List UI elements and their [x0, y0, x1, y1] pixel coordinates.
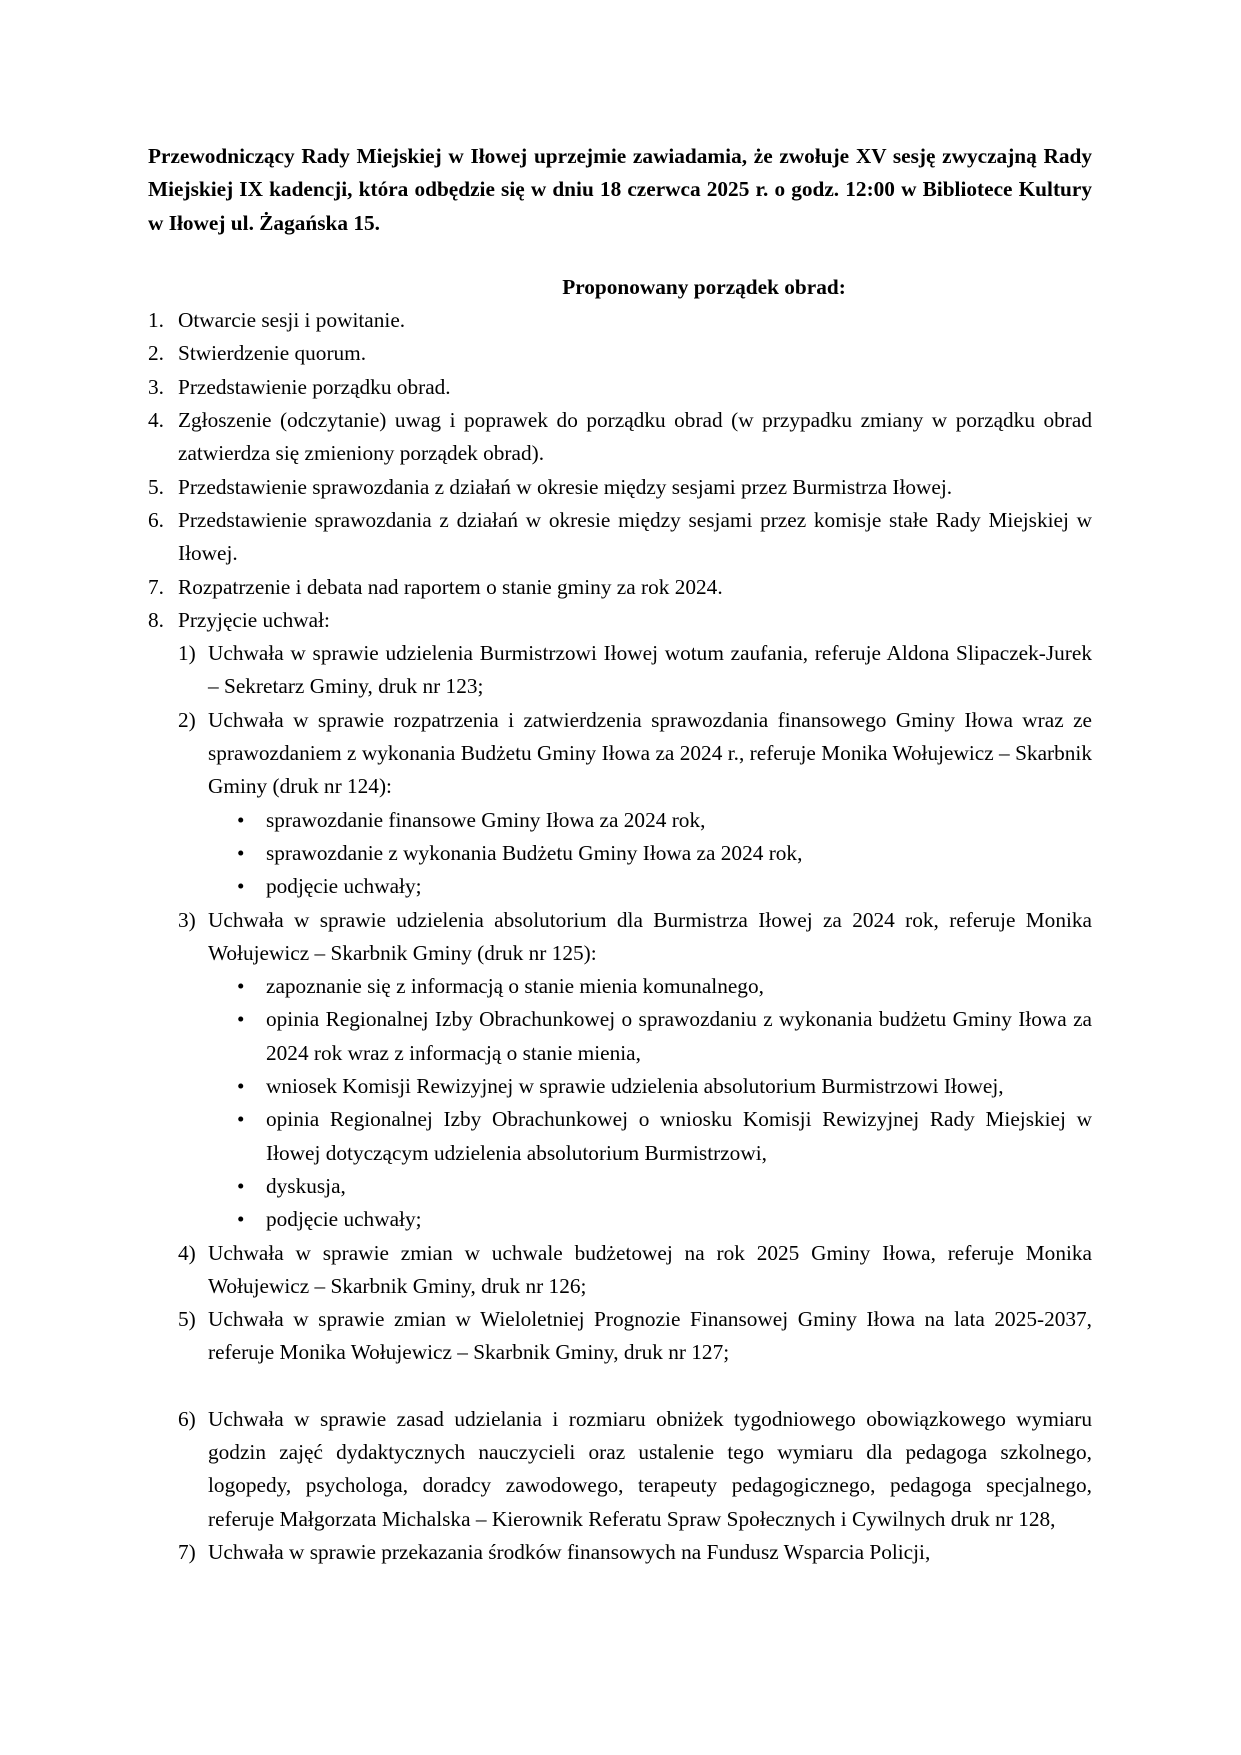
- resolution-item: [148, 704, 1092, 804]
- bullet-item: [148, 870, 1092, 903]
- resolution-text: Uchwała w sprawie zasad udzielania i rozmiaru obniżek tygodniowego obowiązkowego wymiaru godzin zajęć dydaktycznych nauczycieli oraz ustalenie tego wymiaru dla pedagoga szkolnego, logopedy, psychologa, doradcy zawodowego, terapeuty pedagogicznego, pedagoga specjalnego, referuje Małgorzata Michalska – Kierownik Referatu Spraw Społecznych i Cywilnych druk nr 128,: [208, 1406, 1092, 1531]
- item-text: Przedstawienie porządku obrad.: [178, 374, 451, 399]
- resolution-item: [148, 1403, 1092, 1536]
- item-text: Przedstawienie sprawozdania z działań w okresie między sesjami przez Burmistrza Iłowej.: [178, 474, 953, 499]
- bullet-item: [148, 1103, 1092, 1170]
- bullet-icon: •: [237, 974, 245, 999]
- item-number: 2.: [148, 341, 164, 366]
- resolution-bullets: [148, 970, 1092, 1236]
- bullet-icon: •: [237, 840, 245, 865]
- agenda-item: [148, 504, 1092, 571]
- resolution-number: 6): [178, 1406, 196, 1431]
- resolution-number: 4): [178, 1240, 196, 1265]
- item-text: Rozpatrzenie i debata nad raportem o stanie gminy za rok 2024.: [178, 574, 723, 599]
- resolution-number: 2): [178, 707, 196, 732]
- agenda-item: [148, 304, 1092, 337]
- resolution-item: [148, 637, 1092, 704]
- resolution-item: [148, 1303, 1092, 1370]
- bullet-item: [148, 1003, 1092, 1070]
- bullet-icon: •: [237, 1074, 245, 1099]
- bullet-text: wniosek Komisji Rewizyjnej w sprawie udzielenia absolutorium Burmistrzowi Iłowej,: [266, 1074, 1004, 1099]
- resolution-number: 5): [178, 1307, 196, 1332]
- item-text: Otwarcie sesji i powitanie.: [178, 308, 406, 333]
- item-number: 1.: [148, 308, 164, 333]
- bullet-text: opinia Regionalnej Izby Obrachunkowej o sprawozdaniu z wykonania budżetu Gminy Iłowa za 2024 rok wraz z informacją o stanie mienia,: [266, 1007, 1092, 1065]
- resolution-item: [148, 904, 1092, 971]
- resolution-bullets-wrapper: [148, 804, 1092, 904]
- bullet-text: sprawozdanie z wykonania Budżetu Gminy Iłowa za 2024 rok,: [266, 840, 803, 865]
- item-number: 8.: [148, 607, 164, 632]
- agenda-list: [148, 304, 1092, 637]
- bullet-text: opinia Regionalnej Izby Obrachunkowej o wniosku Komisji Rewizyjnej Rady Miejskiej w Iłowej dotyczącym udzielenia absolutorium Burmistrzowi,: [266, 1107, 1092, 1165]
- resolution-text: Uchwała w sprawie udzielenia absolutorium dla Burmistrza Iłowej za 2024 rok, referuje Monika Wołujewicz – Skarbnik Gminy (druk nr 125):: [208, 907, 1092, 965]
- agenda-item: [148, 371, 1092, 404]
- item-number: 7.: [148, 574, 164, 599]
- item-number: 6.: [148, 507, 164, 532]
- agenda-item: [148, 471, 1092, 504]
- session-announcement: Przewodniczący Rady Miejskiej w Iłowej uprzejmie zawiadamia, że zwołuje XV sesję zwyczajną Rady Miejskiej IX kadencji, która odbędzie się w dniu 18 czerwca 2025 r. o godz. 12:00 w Bibliotece Kultury w Iłowej ul. Żagańska 15.: [148, 144, 1092, 235]
- resolution-text: Uchwała w sprawie zmian w Wieloletniej Prognozie Finansowej Gminy Iłowa na lata 2025-2037, referuje Monika Wołujewicz – Skarbnik Gminy, druk nr 127;: [208, 1307, 1092, 1365]
- resolution-number: 7): [178, 1539, 196, 1564]
- resolution-bullets: [148, 804, 1092, 904]
- item-text: Przedstawienie sprawozdania z działań w okresie między sesjami przez komisje stałe Rady Miejskiej w Iłowej.: [178, 507, 1092, 566]
- item-text: Stwierdzenie quorum.: [178, 341, 367, 366]
- bullet-icon: •: [237, 807, 245, 832]
- item-number: 5.: [148, 474, 164, 499]
- bullet-item: [148, 1170, 1092, 1203]
- bullet-icon: •: [237, 1007, 245, 1032]
- document-page: [148, 140, 1092, 1569]
- resolution-number: 3): [178, 907, 196, 932]
- spacer: [148, 1370, 1092, 1403]
- bullet-item: [148, 970, 1092, 1003]
- agenda-item: [148, 604, 1092, 637]
- item-number: 3.: [148, 374, 164, 399]
- item-text: Zgłoszenie (odczytanie) uwag i poprawek do porządku obrad (w przypadku zmiany w porządku obrad zatwierdza się zmieniony porządek obrad).: [178, 408, 1092, 466]
- bullet-item: [148, 837, 1092, 870]
- bullet-text: zapoznanie się z informacją o stanie mienia komunalnego,: [266, 974, 764, 999]
- resolution-text: Uchwała w sprawie rozpatrzenia i zatwierdzenia sprawozdania finansowego Gminy Iłowa wraz ze sprawozdaniem z wykonania Budżetu Gminy Iłowa za 2024 r., referuje Monika Wołujewicz – Skarbnik Gminy (druk nr 124):: [208, 707, 1092, 799]
- item-text: Przyjęcie uchwał:: [178, 607, 330, 632]
- bullet-text: sprawozdanie finansowe Gminy Iłowa za 2024 rok,: [266, 807, 706, 832]
- bullet-item: [148, 1070, 1092, 1103]
- bullet-icon: •: [237, 1107, 245, 1132]
- bullet-item: [148, 804, 1092, 837]
- resolution-item: [148, 1237, 1092, 1304]
- agenda-title: Proponowany porządek obrad:: [562, 274, 846, 299]
- agenda-item: [148, 337, 1092, 370]
- bullet-text: podjęcie uchwały;: [266, 874, 422, 899]
- agenda-item: [148, 404, 1092, 471]
- resolution-number: 1): [178, 641, 196, 666]
- resolution-bullets-wrapper: [148, 970, 1092, 1236]
- resolutions-list: [148, 637, 1092, 1569]
- bullet-icon: •: [237, 874, 245, 899]
- bullet-icon: •: [237, 1173, 245, 1198]
- resolution-text: Uchwała w sprawie przekazania środków finansowych na Fundusz Wsparcia Policji,: [208, 1539, 931, 1564]
- resolution-item: [148, 1536, 1092, 1569]
- resolution-text: Uchwała w sprawie zmian w uchwale budżetowej na rok 2025 Gminy Iłowa, referuje Monika Wołujewicz – Skarbnik Gminy, druk nr 126;: [208, 1240, 1092, 1298]
- bullet-item: [148, 1203, 1092, 1236]
- agenda-item: [148, 571, 1092, 604]
- bullet-text: podjęcie uchwały;: [266, 1207, 422, 1232]
- item-number: 4.: [148, 408, 164, 433]
- bullet-icon: •: [237, 1207, 245, 1232]
- resolution-text: Uchwała w sprawie udzielenia Burmistrzowi Iłowej wotum zaufania, referuje Aldona Slipaczek-Jurek – Sekretarz Gminy, druk nr 123;: [208, 641, 1092, 699]
- bullet-text: dyskusja,: [266, 1173, 346, 1198]
